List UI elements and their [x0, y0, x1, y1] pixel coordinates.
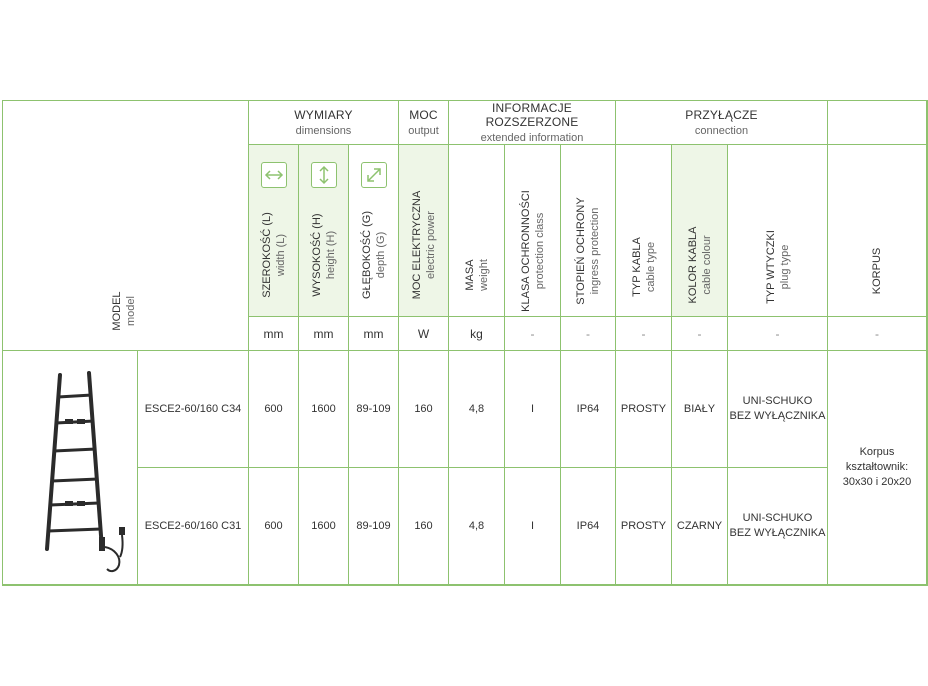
row2-ingress: IP64 [561, 468, 616, 585]
col-cable-colour-header [672, 145, 728, 317]
row1-plug-line2: BEZ WYŁĄCZNIKA [729, 410, 826, 422]
row1-plug-line1: UNI-SCHUKO [742, 395, 813, 407]
col-height-label: WYSOKOŚĆ (H) [310, 213, 323, 297]
unit-width: mm [249, 317, 299, 351]
unit-weight: kg [449, 317, 505, 351]
col-weight-sublabel: weight [477, 259, 490, 291]
unit-cable-type: - [616, 317, 672, 351]
col-depth-header [349, 145, 399, 317]
row2-height: 1600 [299, 468, 349, 585]
group-connection [616, 101, 828, 145]
col-power-header [399, 145, 449, 317]
row1-power: 160 [399, 351, 449, 468]
model-header [3, 101, 249, 351]
col-cable-type-header [616, 145, 672, 317]
unit-ingress: - [561, 317, 616, 351]
row2-plug-type [728, 468, 828, 585]
group-connection-label: PRZYŁĄCZE [685, 108, 758, 122]
col-cable-type-label: TYP KABLA [630, 237, 643, 297]
group-output-sublabel: output [408, 125, 439, 137]
row1-width: 600 [249, 351, 299, 468]
group-extended [449, 101, 616, 145]
horizontal-arrows-icon [261, 162, 287, 188]
col-cable-colour-sublabel: cable colour [700, 235, 713, 295]
col-power-sublabel: electric power [424, 211, 437, 279]
unit-protection-class: - [505, 317, 561, 351]
col-korpus-label: KORPUS [871, 247, 883, 295]
row2-cable-type: PROSTY [616, 468, 672, 585]
col-cable-type-sublabel: cable type [644, 241, 657, 293]
col-ingress-label: STOPIEŃ OCHRONY [575, 197, 587, 305]
row1-cable-type: PROSTY [616, 351, 672, 468]
group-output-label: MOC [409, 108, 438, 122]
col-depth-sublabel: depth (G) [374, 231, 387, 279]
vertical-arrows-icon [311, 162, 337, 188]
group-dimensions-label: WYMIARY [294, 108, 353, 122]
col-power-label: MOC ELEKTRYCZNA [410, 190, 423, 300]
row1-cable-colour: BIAŁY [672, 351, 728, 468]
row1-plug-type [728, 351, 828, 468]
col-protection-class-sublabel: protection class [533, 212, 546, 290]
unit-power: W [399, 317, 449, 351]
row2-protection-class: I [505, 468, 561, 585]
ladder-towel-rail-image [3, 351, 138, 585]
col-height-sublabel: height (H) [324, 230, 337, 280]
col-plug-type-sublabel: plug type [778, 244, 791, 290]
row2-plug-line2: BEZ WYŁĄCZNIKA [729, 527, 826, 539]
model-header-label: MODEL [111, 291, 123, 331]
unit-plug-type: - [728, 317, 828, 351]
row2-plug-line1: UNI-SCHUKO [742, 512, 813, 524]
korpus-line2: kształtownik: [845, 461, 909, 473]
col-width-label: SZEROKOŚĆ (L) [260, 212, 273, 298]
group-extended-label: INFORMACJE ROZSZERZONE [485, 101, 579, 129]
product-image-cell [3, 351, 138, 585]
row1-weight: 4,8 [449, 351, 505, 468]
group-korpus-blank [828, 101, 927, 145]
col-protection-class-header [505, 145, 561, 317]
group-dimensions [249, 101, 399, 145]
korpus-line1: Korpus [859, 446, 895, 458]
row1-protection-class: I [505, 351, 561, 468]
diagonal-arrows-icon [361, 162, 387, 188]
col-protection-class-label: KLASA OCHRONNOŚCI [519, 190, 532, 312]
col-height-header [299, 145, 349, 317]
col-depth-label: GŁĘBOKOŚĆ (G) [360, 210, 373, 300]
col-weight-label: MASA [463, 259, 476, 291]
korpus-line3: 30x30 i 20x20 [842, 476, 912, 488]
unit-cable-colour: - [672, 317, 728, 351]
group-output [399, 101, 449, 145]
row1-height: 1600 [299, 351, 349, 468]
spec-table [2, 100, 928, 586]
row1-depth: 89-109 [349, 351, 399, 468]
col-weight-header [449, 145, 505, 317]
row2-depth: 89-109 [349, 468, 399, 585]
col-plug-type-header [728, 145, 828, 317]
col-width-header [249, 145, 299, 317]
unit-korpus: - [828, 317, 927, 351]
col-cable-colour-label: KOLOR KABLA [686, 226, 699, 304]
col-plug-type-label: TYP WTYCZKI [764, 230, 777, 304]
col-width-sublabel: width (L) [274, 233, 287, 277]
col-ingress-header [561, 145, 616, 317]
row2-weight: 4,8 [449, 468, 505, 585]
row1-model: ESCE2-60/160 C34 [138, 351, 249, 468]
row1-ingress: IP64 [561, 351, 616, 468]
korpus-cell [828, 351, 927, 585]
unit-height: mm [299, 317, 349, 351]
group-extended-sublabel: extended information [480, 132, 584, 144]
row2-model: ESCE2-60/160 C31 [138, 468, 249, 585]
group-connection-sublabel: connection [694, 125, 749, 137]
col-korpus-header [828, 145, 927, 317]
unit-depth: mm [349, 317, 399, 351]
col-ingress-sublabel: ingress protection [589, 207, 601, 295]
row2-cable-colour: CZARNY [672, 468, 728, 585]
row2-width: 600 [249, 468, 299, 585]
model-header-sublabel: model [125, 296, 137, 326]
row2-power: 160 [399, 468, 449, 585]
group-dimensions-sublabel: dimensions [295, 125, 352, 137]
